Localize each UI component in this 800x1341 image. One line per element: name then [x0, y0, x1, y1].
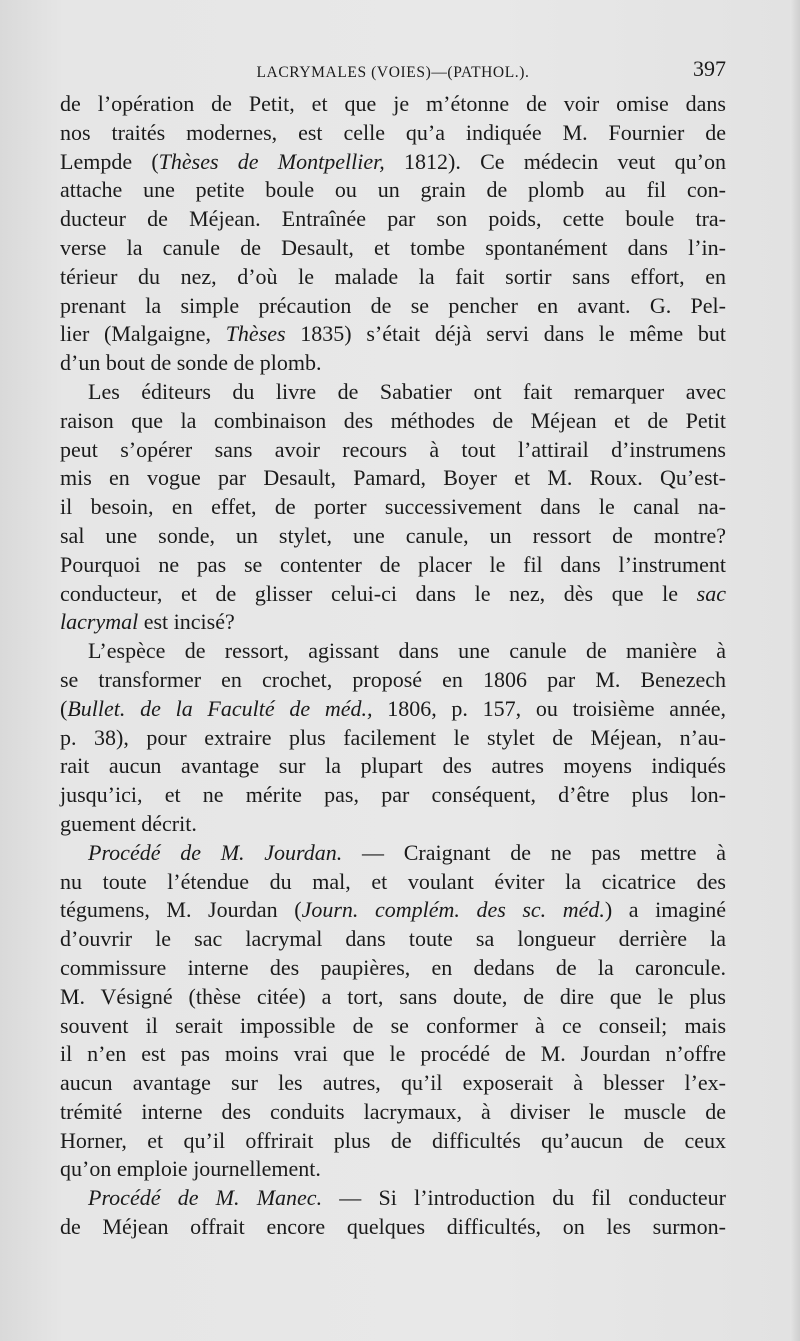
- text-line: [60, 205, 726, 234]
- text-line: [60, 1127, 726, 1156]
- text-line: [60, 608, 726, 637]
- text-run: 1835) s’était déjà servi dans le même but: [285, 321, 726, 347]
- text-line: [60, 781, 726, 810]
- text-run: verse la canule de Desault, et tombe spontanément dans l’in-: [60, 234, 726, 260]
- text-line: [60, 925, 726, 954]
- text-line: [60, 407, 726, 436]
- text-line: [60, 436, 726, 465]
- italic-text: Thèses: [225, 321, 286, 347]
- text-line: [60, 1184, 726, 1213]
- text-line: [60, 119, 726, 148]
- text-run: d’un bout de sonde de plomb.: [60, 350, 322, 376]
- text-line: [60, 896, 726, 925]
- text-line: [60, 493, 726, 522]
- text-line: [60, 522, 726, 551]
- text-run: sal une sonde, un stylet, une canule, un ressort de montre?: [60, 522, 726, 548]
- text-run: conducteur, et de glisser celui-ci dans le nez, dès que le: [60, 580, 697, 606]
- text-run: jusqu’ici, et ne mérite pas, par conséquent, d’être plus lon-: [60, 782, 726, 808]
- italic-text: Bullet. de la Faculté de méd.,: [67, 695, 373, 721]
- text-run: Pourquoi ne pas se contenter de placer le fil dans l’instrument: [60, 551, 726, 577]
- text-line: [60, 378, 726, 407]
- text-line: [60, 90, 726, 119]
- text-run: raison que la combinaison des méthodes de Méjean et de Petit: [60, 407, 726, 433]
- text-line: [60, 666, 726, 695]
- text-run: prenant la simple précaution de se pencher en avant. G. Pel-: [60, 292, 726, 318]
- text-line: [60, 954, 726, 983]
- text-run: Horner, et qu’il offrirait plus de difficultés qu’aucun de ceux: [60, 1127, 726, 1153]
- text-line: [60, 1213, 726, 1242]
- text-line: [60, 1155, 726, 1184]
- text-run: qu’on emploie journellement.: [60, 1156, 321, 1182]
- text-line: [60, 551, 726, 580]
- page-header: [60, 56, 726, 92]
- page-edge-shadow: [790, 0, 800, 1341]
- text-run: — Si l’introduction du fil conducteur: [322, 1185, 726, 1211]
- text-line: [60, 263, 726, 292]
- text-line: [60, 1040, 726, 1069]
- text-line: [60, 1069, 726, 1098]
- text-run: (: [60, 695, 68, 721]
- italic-text: Journ. complém. des sc. méd.: [301, 897, 605, 923]
- italic-text: Thèses de Montpellier,: [158, 148, 385, 174]
- text-line: [60, 695, 726, 724]
- text-run: d’ouvrir le sac lacrymal dans toute sa longueur derrière la: [60, 926, 726, 952]
- text-run: attache une petite boule ou un grain de plomb au fil con-: [60, 177, 726, 203]
- text-line: [60, 349, 726, 378]
- italic-text: sac: [696, 580, 726, 606]
- text-run: tégumens, M. Jourdan (: [60, 897, 302, 923]
- text-run: nu toute l’étendue du mal, et voulant éviter la cicatrice des: [60, 868, 726, 894]
- text-run: guement décrit.: [60, 810, 197, 836]
- text-line: [60, 752, 726, 781]
- page-number: 397: [693, 56, 726, 81]
- text-line: [60, 983, 726, 1012]
- text-run: est incisé?: [138, 609, 235, 635]
- text-run: rait aucun avantage sur la plupart des autres moyens indiqués: [60, 753, 726, 779]
- text-run: nos traités modernes, est celle qu’a indiquée M. Fournier de: [60, 119, 726, 145]
- italic-text: lacrymal: [60, 609, 139, 635]
- text-run: p. 38), pour extraire plus facilement le stylet de Méjean, n’au-: [60, 724, 726, 750]
- text-line: [60, 1098, 726, 1127]
- text-run: se transformer en crochet, proposé en 1806 par M. Benezech: [60, 666, 726, 692]
- italic-text: Procédé de M. Jourdan.: [88, 839, 343, 865]
- text-run: térieur du nez, d’où le malade la fait sortir sans effort, en: [60, 263, 726, 289]
- text-line: [60, 810, 726, 839]
- text-line: [60, 1012, 726, 1041]
- text-run: Lempde (: [60, 148, 159, 174]
- text-run: de l’opération de Petit, et que je m’étonne de voir omise dans: [60, 91, 726, 116]
- body-text: [60, 90, 726, 1242]
- text-line: [60, 724, 726, 753]
- text-run: Les éditeurs du livre de Sabatier ont fait remarquer avec: [88, 378, 726, 404]
- text-run: 1812). Ce médecin veut qu’on: [384, 148, 726, 174]
- text-run: — Craignant de ne pas mettre à: [342, 839, 726, 865]
- text-line: [60, 234, 726, 263]
- text-line: [60, 580, 726, 609]
- text-run: commissure interne des paupières, en dedans de la caroncule.: [60, 954, 726, 980]
- text-run: ) a imaginé: [604, 897, 726, 923]
- text-run: L’espèce de ressort, agissant dans une canule de manière à: [88, 638, 726, 664]
- text-run: lier (Malgaigne,: [60, 321, 226, 347]
- text-run: peut s’opérer sans avoir recours à tout l’attirail d’instrumens: [60, 436, 726, 462]
- text-run: il besoin, en effet, de porter successivement dans le canal na-: [60, 494, 726, 520]
- italic-text: Procédé de M. Manec.: [88, 1185, 323, 1211]
- text-run: de Méjean offrait encore quelques difficultés, on les surmon-: [60, 1214, 726, 1240]
- text-run: aucun avantage sur les autres, qu’il exposerait à blesser l’ex-: [60, 1070, 726, 1096]
- text-line: [60, 839, 726, 868]
- text-run: mis en vogue par Desault, Pamard, Boyer et M. Roux. Qu’est-: [60, 465, 726, 491]
- running-head: LACRYMALES (VOIES)—(PATHOL.).: [256, 64, 530, 81]
- text-run: souvent il serait impossible de se conformer à ce conseil; mais: [60, 1012, 726, 1038]
- text-line: [60, 637, 726, 666]
- text-run: 1806, p. 157, ou troisième année,: [372, 695, 726, 721]
- text-line: [60, 176, 726, 205]
- text-run: ducteur de Méjean. Entraînée par son poids, cette boule tra-: [60, 206, 726, 232]
- text-line: [60, 148, 726, 177]
- text-run: il n’en est pas moins vrai que le procédé de M. Jourdan n’offre: [60, 1041, 726, 1067]
- text-line: [60, 868, 726, 897]
- text-line: [60, 320, 726, 349]
- text-line: [60, 292, 726, 321]
- text-run: trémité interne des conduits lacrymaux, à diviser le muscle de: [60, 1098, 726, 1124]
- text-run: M. Vésigné (thèse citée) a tort, sans doute, de dire que le plus: [60, 983, 726, 1009]
- text-line: [60, 464, 726, 493]
